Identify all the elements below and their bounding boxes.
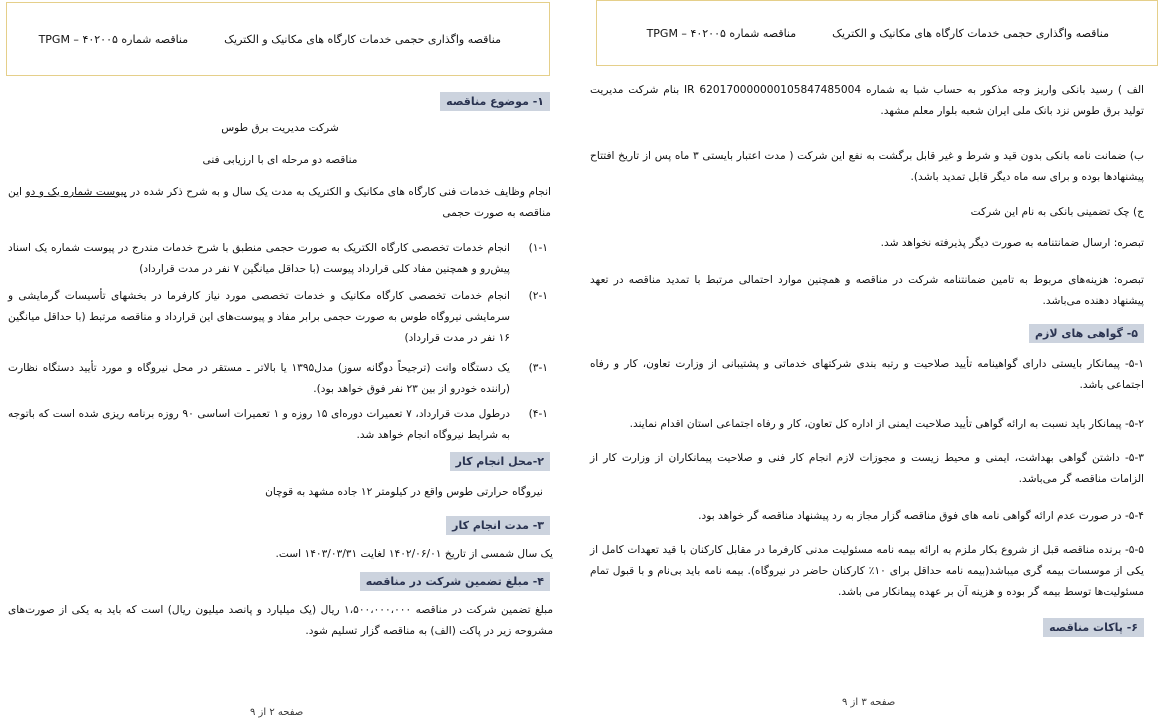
subject-item-1: انجام خدمات تخصصی کارگاه الکتریک به صورت حجمی منطبق با شرح خدمات مندرج در پیوست شماره یک اسناد پیش‌رو و همچنین مفاد کلی قرارداد پیوست (با حداقل میانگین ۷ نفر در مدت قرارداد)	[8, 242, 510, 275]
header-title: مناقصه واگذاری حجمی خدمات کارگاه های مکانیک و الکتریک	[832, 26, 1109, 40]
certificate-item-5: ۵-۵- برنده مناقصه قبل از شروع بکار ملزم به ارائه بیمه نامه مسئولیت مدنی کارفرما در مقابل کارکنان با قید تعهدات کامل از یکی از موسسات بیمه گری میباشد(بیمه نامه حداقل برای ۱۰٪ کارکنان حاضر در نیروگاه). بیمه نامه باید بی‌نام و با قبول تمام مسئولیت‌ها توسط بیمه گر بوده و هزینه آن بر عهده پیمانکار می باشد.	[590, 544, 1144, 598]
note-1: تبصره: ارسال ضمانتنامه به صورت دیگر پذیرفته نخواهد شد.	[880, 237, 1144, 249]
subject-item-3: یک دستگاه وانت (ترجیحاً دوگانه سوز) مدل۱۳۹۵ یا بالاتر ـ مستقر در محل نیروگاه و مورد تأیید دستگاه نظارت (راننده خودرو از بین ۲۳ نفر فوق خواهد بود).	[8, 362, 510, 395]
section-heading-guarantee: ۴- مبلغ تضمین شرکت در مناقصه	[360, 572, 550, 591]
item-number: ۱-۱)	[528, 242, 548, 254]
work-duration-text: یک سال شمسی از تاریخ ۱۴۰۲/۰۶/۰۱ لغایت ۱۴۰۳/۰۳/۳۱ است.	[275, 548, 553, 560]
tender-type: مناقصه دو مرحله ای با ارزیابی فنی	[202, 154, 358, 166]
header-tender-number: مناقصه شماره ۴۰۲۰۰۵ – TPGM	[646, 26, 797, 40]
payment-option-c: ج) چک تضمینی بانکی به نام این شرکت	[970, 206, 1144, 218]
payment-option-b: ب) ضمانت نامه بانکی بدون قید و شرط و غیر قابل برگشت به نفع این شرکت ( مدت اعتبار بایستی ۳ ماه پس از تاریخ افتتاح پیشنهادها بوده و برای سه ماه دیگر قابل تمدید باشد).	[590, 150, 1144, 183]
item-number: ۳-۱)	[528, 362, 548, 374]
subject-item-4: درطول مدت قرارداد، ۷ تعمیرات دوره‌ای ۱۵ روزه و ۱ تعمیرات اساسی ۹۰ روزه برنامه ریزی شده است که باتوجه به شرایط نیروگاه انجام خواهد شد.	[8, 408, 511, 441]
section-heading-duration: ۳- مدت انجام کار	[446, 516, 550, 535]
certificate-item-3: ۵-۳- داشتن گواهی بهداشت، ایمنی و محیط زیست و مجوزات لازم انجام کار فنی و صلاحیت پیمانکاران از وزارت کار از الزامات مناقصه گر می‌باشد.	[590, 452, 1144, 485]
section-heading-envelopes: ۶- پاکات مناقصه	[1043, 618, 1144, 637]
work-location-text: نیروگاه حرارتی طوس واقع در کیلومتر ۱۲ جاده مشهد به قوچان	[265, 486, 543, 498]
page-header	[596, 0, 1158, 66]
subject-item-2: انجام خدمات تخصصی کارگاه مکانیک و خدمات تخصصی مورد نیاز کارفرما در بخشهای تأسیسات گرمایشی و سرمایشی نیروگاه طوس به صورت حجمی برابر مفاد و پیوست‌های این قرارداد و مناقصه مرتبط (با حداقل میانگین ۱۶ نفر در مدت قرارداد)	[8, 290, 510, 344]
company-name: شرکت مدیریت برق طوس	[221, 122, 339, 134]
note-2: تبصره: هزینه‌های مربوط به تامین ضمانتنامه شرکت در مناقصه و همچنین موارد احتمالی مرتبط با تمدید مناقصه در تعهد پیشنهاد دهنده می‌باشد.	[590, 274, 1144, 307]
page-number: صفحه ۳ از ۹	[842, 697, 896, 708]
section-heading-location: ۲-محل انجام کار	[450, 452, 550, 471]
item-number: ۴-۱)	[528, 408, 548, 420]
certificate-item-1: ۵-۱- پیمانکار بایستی دارای گواهینامه تأیید صلاحیت و رتبه بندی شرکتهای خدماتی و پشتیبانی از وزارت تعاون، کار و رفاه اجتماعی باشد.	[590, 358, 1144, 391]
guarantee-text: مبلغ تضمین شرکت در مناقصه ۱،۵۰۰،۰۰۰،۰۰۰ ریال (یک میلیارد و پانصد میلیون ریال) است که باید به یکی از صورت‌های مشروحه زیر در پاکت (الف) به مناقصه گزار تسلیم شود.	[8, 604, 553, 637]
item-number: ۲-۱)	[528, 290, 548, 302]
section-heading-subject: ۱- موضوع مناقصه	[440, 92, 550, 111]
certificate-item-2: ۵-۲- پیمانکار باید نسبت به ارائه گواهی تأیید صلاحیت ایمنی از اداره کل تعاون، کار و رفاه اجتماعی استان اقدام نمایند.	[629, 418, 1144, 430]
header-tender-number: مناقصه شماره ۴۰۲۰۰۵ – TPGM	[38, 32, 189, 46]
section-heading-certificates: ۵- گواهی های لازم	[1029, 324, 1144, 343]
header-title: مناقصه واگذاری حجمی خدمات کارگاه های مکانیک و الکتریک	[224, 32, 501, 46]
certificate-item-4: ۵-۴- در صورت عدم ارائه گواهی نامه های فوق مناقصه گزار مجاز به رد پیشنهاد مناقصه گر خواهد بود.	[698, 510, 1144, 522]
page-number: صفحه ۲ از ۹	[250, 707, 304, 718]
payment-option-a: الف ) رسید بانکی واریز وجه مذکور به حساب شبا به شماره IR 620170000000105847485004 بنام شرکت مدیریت تولید برق طوس نزد بانک ملی ایران شعبه بلوار معلم مشهد.	[590, 84, 1144, 117]
page-header	[6, 2, 550, 76]
document-page-right	[580, 0, 1160, 726]
subject-intro: انجام وظایف خدمات فنی کارگاه های مکانیک و الکتریک به مدت یک سال و به شرح ذکر شده در پیوست شماره یک و دو این مناقصه به صورت حجمی	[8, 186, 551, 219]
